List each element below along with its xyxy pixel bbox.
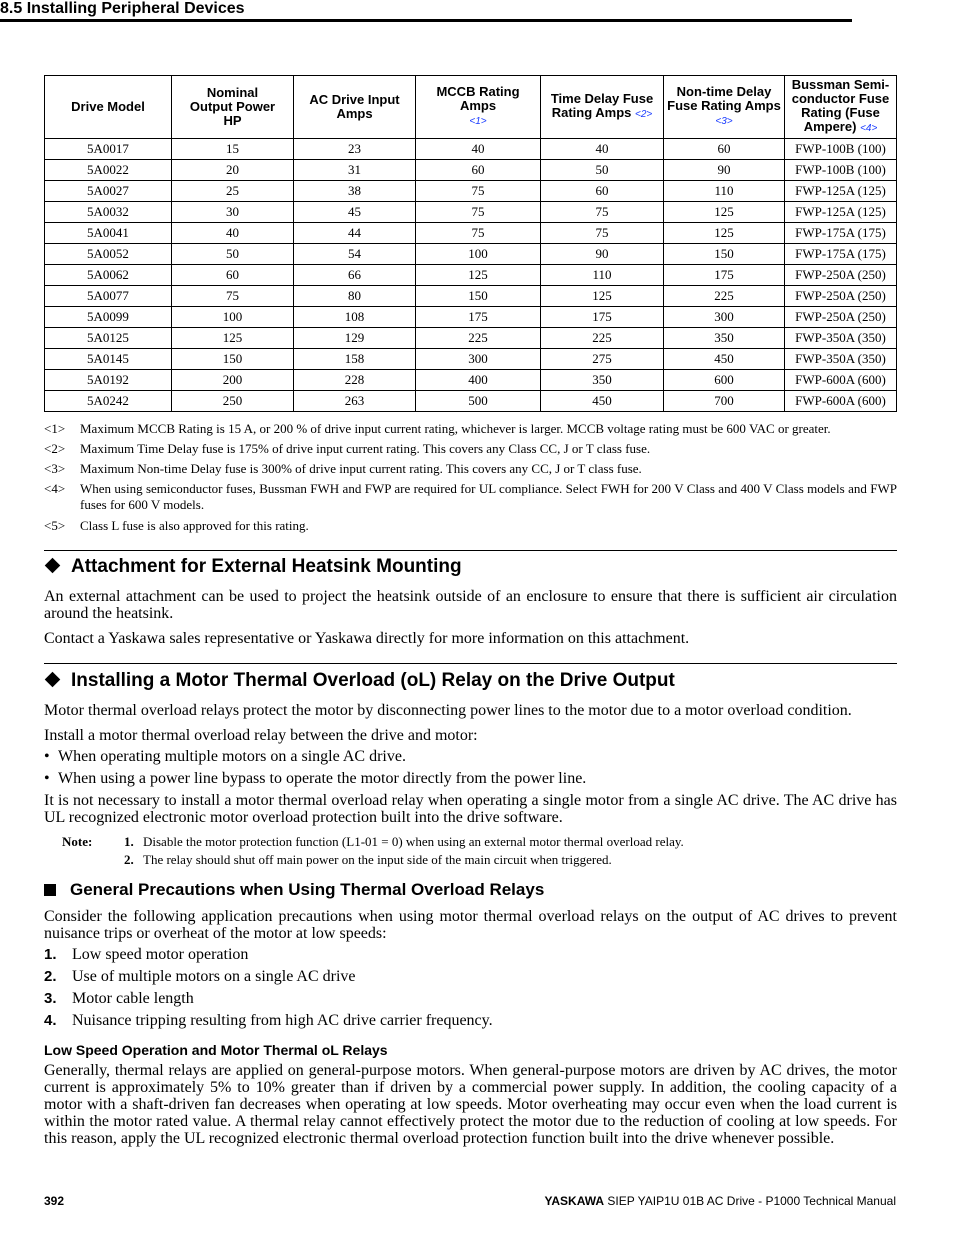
table-cell: 150 bbox=[172, 349, 294, 370]
table-cell: 5A0099 bbox=[45, 307, 172, 328]
table-cell: FWP-250A (250) bbox=[785, 286, 897, 307]
table-row bbox=[45, 391, 897, 412]
table-row bbox=[45, 244, 897, 265]
column-header: MCCB Rating Amps <1> bbox=[416, 76, 541, 139]
table-cell: 500 bbox=[416, 391, 541, 412]
lowspeed-heading: Low Speed Operation and Motor Thermal oL Relays bbox=[44, 1042, 388, 1058]
paragraph: Contact a Yaskawa sales representative or Yaskawa directly for more information on this attachment. bbox=[44, 630, 690, 647]
table-cell: 90 bbox=[664, 160, 785, 181]
footnote: <2> Maximum Time Delay fuse is 175% of drive input current rating. This covers any Class CC, J or T class fuse. bbox=[44, 441, 651, 456]
table-cell: 5A0125 bbox=[45, 328, 172, 349]
table-cell: FWP-100B (100) bbox=[785, 160, 897, 181]
table-cell: 75 bbox=[172, 286, 294, 307]
table-row bbox=[45, 349, 897, 370]
table-cell: 450 bbox=[541, 391, 664, 412]
table-cell: 5A0017 bbox=[45, 139, 172, 160]
table-cell: FWP-250A (250) bbox=[785, 307, 897, 328]
table-row bbox=[45, 265, 897, 286]
diamond-bullet-icon bbox=[45, 672, 61, 688]
table-cell: 108 bbox=[294, 307, 416, 328]
paragraph: Generally, thermal relays are applied on general-purpose motors. When general-purpose motors are driven by AC drives, the motor current is approximately 5% to 10% greater than if driven by a commercial power supply. In addition, the cooling capacity of a motor with a shaft-driven fan decreases when operating at low speeds. Motor overheating may occur even when the load current is within the motor rated value. A thermal relay cannot effectively protect the motor due to the reduction of cooling at low speeds. For this reason, apply the UL recognized electronic thermal overload protection function built into the drive whenever possible. bbox=[44, 1062, 897, 1147]
table-cell: 54 bbox=[294, 244, 416, 265]
table-cell: 80 bbox=[294, 286, 416, 307]
table-cell: 175 bbox=[664, 265, 785, 286]
table-cell: 350 bbox=[541, 370, 664, 391]
table-cell: 450 bbox=[664, 349, 785, 370]
table-row bbox=[45, 181, 897, 202]
table-cell: 15 bbox=[172, 139, 294, 160]
table-cell: 60 bbox=[541, 181, 664, 202]
table-cell: 110 bbox=[541, 265, 664, 286]
paragraph: Consider the following application precautions when using motor thermal overload relays on the output of AC drives to prevent nuisance trips or overheat of the motor at low speeds: bbox=[44, 908, 897, 942]
table-cell: 110 bbox=[664, 181, 785, 202]
precautions-heading: General Precautions when Using Thermal Overload Relays bbox=[44, 880, 544, 900]
table-cell: 125 bbox=[541, 286, 664, 307]
bullet-item: • When operating multiple motors on a single AC drive. bbox=[44, 748, 406, 765]
table-cell: 5A0027 bbox=[45, 181, 172, 202]
table-cell: 50 bbox=[541, 160, 664, 181]
fuse-rating-table bbox=[44, 75, 897, 412]
section-header: 8.5 Installing Peripheral Devices bbox=[0, 0, 852, 22]
table-cell: 5A0077 bbox=[45, 286, 172, 307]
footnote: <4> When using semiconductor fuses, Bussman FWH and FWP are required for UL compliance. Select FWH for 200 V Class and 400 V Class models and FWP fuses for 600 V models. bbox=[44, 481, 897, 512]
paragraph: An external attachment can be used to project the heatsink outside of an enclosure to ensure that there is sufficient air circulation around the heatsink. bbox=[44, 588, 897, 622]
column-header: Non-time Delay Fuse Rating Amps <3> bbox=[664, 76, 785, 139]
table-cell: 250 bbox=[172, 391, 294, 412]
table-cell: FWP-350A (350) bbox=[785, 328, 897, 349]
footnote-ref[interactable]: <1> bbox=[469, 116, 487, 127]
list-item: 2. Use of multiple motors on a single AC drive bbox=[44, 968, 356, 985]
column-header: Nominal Output Power HP bbox=[172, 76, 294, 139]
table-cell: 40 bbox=[172, 223, 294, 244]
column-header: Time Delay Fuse Rating Amps <2> bbox=[541, 76, 664, 139]
paragraph: Motor thermal overload relays protect the motor by disconnecting power lines to the motor due to a motor overload condition. bbox=[44, 702, 852, 719]
table-row bbox=[45, 223, 897, 244]
square-bullet-icon bbox=[44, 884, 56, 896]
table-row bbox=[45, 370, 897, 391]
table-cell: 5A0192 bbox=[45, 370, 172, 391]
table-cell: 350 bbox=[664, 328, 785, 349]
relay-heading: Installing a Motor Thermal Overload (oL) Relay on the Drive Output bbox=[44, 670, 675, 692]
table-cell: 150 bbox=[416, 286, 541, 307]
table-cell: 75 bbox=[541, 202, 664, 223]
table-cell: FWP-600A (600) bbox=[785, 391, 897, 412]
page-number: 392 bbox=[44, 1194, 65, 1208]
table-row bbox=[45, 307, 897, 328]
bullet-item: • When using a power line bypass to operate the motor directly from the power line. bbox=[44, 770, 587, 787]
paragraph: Install a motor thermal overload relay between the drive and motor: bbox=[44, 727, 478, 744]
table-cell: 20 bbox=[172, 160, 294, 181]
table-cell: 5A0041 bbox=[45, 223, 172, 244]
note-item: 2. The relay should shut off main power on the input side of the main circuit when triggered. bbox=[124, 852, 612, 867]
table-row bbox=[45, 160, 897, 181]
table-cell: 300 bbox=[416, 349, 541, 370]
table-cell: 263 bbox=[294, 391, 416, 412]
table-cell: 44 bbox=[294, 223, 416, 244]
bullet-icon: • bbox=[44, 748, 50, 765]
diamond-bullet-icon bbox=[45, 558, 61, 574]
paragraph: It is not necessary to install a motor thermal overload relay when operating a single motor from a single AC drive. The AC drive has UL recognized electronic motor overload protection built into the drive software. bbox=[44, 792, 897, 826]
table-cell: 275 bbox=[541, 349, 664, 370]
table-header-row bbox=[45, 76, 897, 139]
table-cell: 5A0022 bbox=[45, 160, 172, 181]
table-cell: 31 bbox=[294, 160, 416, 181]
list-item: 4. Nuisance tripping resulting from high AC drive carrier frequency. bbox=[44, 1012, 493, 1029]
table-cell: 5A0242 bbox=[45, 391, 172, 412]
table-cell: 75 bbox=[416, 181, 541, 202]
table-cell: FWP-125A (125) bbox=[785, 202, 897, 223]
table-cell: 100 bbox=[416, 244, 541, 265]
table-cell: 50 bbox=[172, 244, 294, 265]
table-cell: 125 bbox=[664, 223, 785, 244]
table-cell: 5A0032 bbox=[45, 202, 172, 223]
table-cell: FWP-125A (125) bbox=[785, 181, 897, 202]
list-item: 3. Motor cable length bbox=[44, 990, 194, 1007]
table-row bbox=[45, 286, 897, 307]
table-cell: 5A0062 bbox=[45, 265, 172, 286]
table-cell: FWP-100B (100) bbox=[785, 139, 897, 160]
column-header: Bussman Semi-conductor Fuse Rating (Fuse Ampere) <4> bbox=[785, 76, 897, 139]
table-row bbox=[45, 328, 897, 349]
table-cell: 200 bbox=[172, 370, 294, 391]
table-cell: 600 bbox=[664, 370, 785, 391]
table-cell: 300 bbox=[664, 307, 785, 328]
table-cell: 75 bbox=[416, 223, 541, 244]
table-cell: 125 bbox=[172, 328, 294, 349]
table-cell: FWP-175A (175) bbox=[785, 223, 897, 244]
footer-title: YASKAWA SIEP YAIP1U 01B AC Drive - P1000 Technical Manual bbox=[544, 1194, 896, 1208]
table-cell: 225 bbox=[416, 328, 541, 349]
footnote: <5> Class L fuse is also approved for this rating. bbox=[44, 518, 309, 533]
footnote-ref[interactable]: <4> bbox=[860, 123, 878, 134]
table-cell: 60 bbox=[664, 139, 785, 160]
table-cell: 125 bbox=[416, 265, 541, 286]
table-cell: 400 bbox=[416, 370, 541, 391]
table-cell: 40 bbox=[541, 139, 664, 160]
table-cell: FWP-175A (175) bbox=[785, 244, 897, 265]
table-cell: 23 bbox=[294, 139, 416, 160]
bullet-icon: • bbox=[44, 770, 50, 787]
table-cell: 90 bbox=[541, 244, 664, 265]
table-cell: 75 bbox=[416, 202, 541, 223]
table-cell: 38 bbox=[294, 181, 416, 202]
footnote: <3> Maximum Non-time Delay fuse is 300% of drive input current rating. This covers any CC, J or T class fuse. bbox=[44, 461, 642, 476]
table-cell: 75 bbox=[541, 223, 664, 244]
heatsink-heading: Attachment for External Heatsink Mounting bbox=[44, 556, 462, 578]
table-cell: 60 bbox=[416, 160, 541, 181]
footnote-ref[interactable]: <2> bbox=[635, 109, 653, 120]
table-cell: 30 bbox=[172, 202, 294, 223]
column-header: Drive Model bbox=[45, 76, 172, 139]
table-cell: FWP-350A (350) bbox=[785, 349, 897, 370]
table-cell: 45 bbox=[294, 202, 416, 223]
table-row bbox=[45, 139, 897, 160]
divider bbox=[44, 663, 897, 664]
table-cell: 225 bbox=[541, 328, 664, 349]
table-cell: 125 bbox=[664, 202, 785, 223]
table-cell: 60 bbox=[172, 265, 294, 286]
table-cell: 158 bbox=[294, 349, 416, 370]
table-cell: 225 bbox=[664, 286, 785, 307]
note-label: Note: bbox=[62, 834, 93, 849]
list-item: 1. Low speed motor operation bbox=[44, 946, 249, 963]
table-cell: 700 bbox=[664, 391, 785, 412]
table-cell: 175 bbox=[541, 307, 664, 328]
footnote: <1> Maximum MCCB Rating is 15 A, or 200 % of drive input current rating, whichever is larger. MCCB voltage rating must be 600 VAC or greater. bbox=[44, 421, 831, 436]
note-item: 1. Disable the motor protection function (L1-01 = 0) when using an external motor thermal overload relay. bbox=[124, 834, 684, 849]
table-cell: FWP-250A (250) bbox=[785, 265, 897, 286]
footnote-ref[interactable]: <3> bbox=[715, 116, 733, 127]
column-header: AC Drive Input Amps bbox=[294, 76, 416, 139]
table-cell: 66 bbox=[294, 265, 416, 286]
table-cell: 25 bbox=[172, 181, 294, 202]
table-cell: 150 bbox=[664, 244, 785, 265]
table-cell: 175 bbox=[416, 307, 541, 328]
table-cell: 129 bbox=[294, 328, 416, 349]
table-cell: 40 bbox=[416, 139, 541, 160]
table-cell: 228 bbox=[294, 370, 416, 391]
table-cell: 5A0145 bbox=[45, 349, 172, 370]
table-cell: 100 bbox=[172, 307, 294, 328]
divider bbox=[44, 550, 897, 551]
table-row bbox=[45, 202, 897, 223]
table-cell: FWP-600A (600) bbox=[785, 370, 897, 391]
table-cell: 5A0052 bbox=[45, 244, 172, 265]
